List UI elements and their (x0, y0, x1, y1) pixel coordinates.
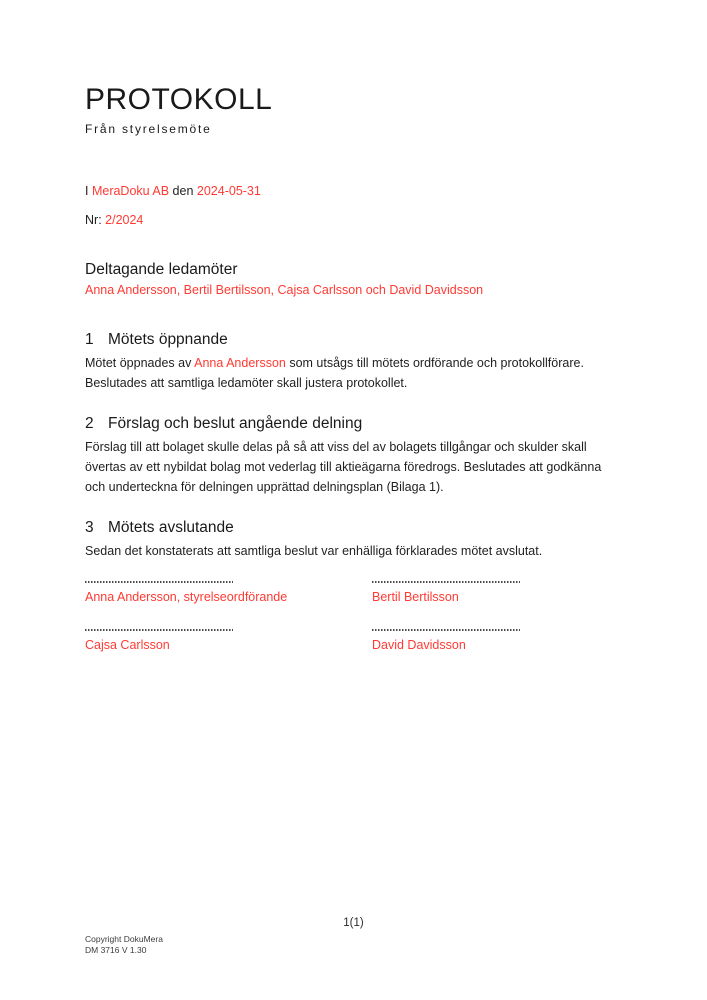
signature-name: Anna Andersson, styrelseordförande (85, 590, 288, 604)
section-2-number: 2 (85, 415, 94, 432)
signature-line (85, 629, 233, 631)
signature-line (85, 581, 233, 583)
page-number: 1(1) (343, 917, 364, 929)
section-2-heading (85, 413, 621, 435)
document-subtitle: Från styrelsemöte (85, 122, 212, 136)
section-3-number: 3 (85, 519, 94, 536)
section-1-heading (85, 329, 621, 351)
section-2-title: Förslag och beslut angående delning (108, 415, 363, 432)
meta-line (85, 183, 621, 199)
section-1-number: 1 (85, 331, 94, 348)
company-name: MeraDoku AB (91, 184, 170, 198)
protocol-number-value: 2/2024 (105, 213, 144, 227)
section-1-title: Mötets öppnande (108, 331, 228, 348)
participants-names: Anna Andersson, Bertil Bertilsson, Cajsa Carlsson och David Davidsson (85, 283, 484, 297)
signature-name: Cajsa Carlsson (85, 638, 170, 652)
participants-heading: Deltagande ledamöter (85, 261, 238, 278)
signature-block-anna (85, 579, 372, 605)
protocol-number-line (85, 212, 621, 228)
section-1-body-text: Mötet öppnades av (85, 356, 195, 370)
copyright-line-1: Copyright DokuMera (85, 934, 163, 944)
copyright-line-2: DM 3716 V 1.30 (85, 944, 147, 955)
section-1-body-highlight: Anna Andersson (194, 356, 286, 370)
document-title: PROTOKOLL (85, 83, 273, 116)
section-3-title: Mötets avslutande (108, 519, 234, 536)
meeting-date: 2024-05-31 (196, 184, 261, 198)
section-1-body (85, 353, 621, 393)
signature-block-david (372, 627, 621, 653)
signature-line (372, 629, 520, 631)
signature-name: David Davidsson (372, 638, 466, 652)
protocol-number-label: Nr: (85, 213, 106, 227)
section-2-body-text: Förslag till att bolaget skulle delas på så att viss del av bolagets tillgångar och skulder skall övertas av ett nybildat bolag mot vederlag till aktieägarna föredrogs. Beslutades att godkänna och underteckna för delningen upprättad delningsplan (Bilaga 1). (85, 440, 602, 494)
section-3-body (85, 541, 621, 561)
meta-prefix: I (85, 184, 92, 198)
signature-block-bertil (372, 579, 621, 605)
signature-block-cajsa (85, 627, 372, 653)
section-2-body (85, 437, 621, 497)
section-3-body-text: Sedan det konstaterats att samtliga beslut var enhälliga förklarades mötet avslutat. (85, 544, 543, 558)
section-3-heading (85, 517, 621, 539)
signature-line (372, 581, 520, 583)
copyright-notice (85, 934, 163, 955)
signature-section (85, 579, 621, 653)
signature-name: Bertil Bertilsson (372, 590, 459, 604)
section-1-body-text-after: som utsågs till mötets ordförande och protokollförare. Beslutades att samtliga ledamöter skall justera protokollet. (85, 356, 584, 390)
meta-connector: den (169, 184, 197, 198)
